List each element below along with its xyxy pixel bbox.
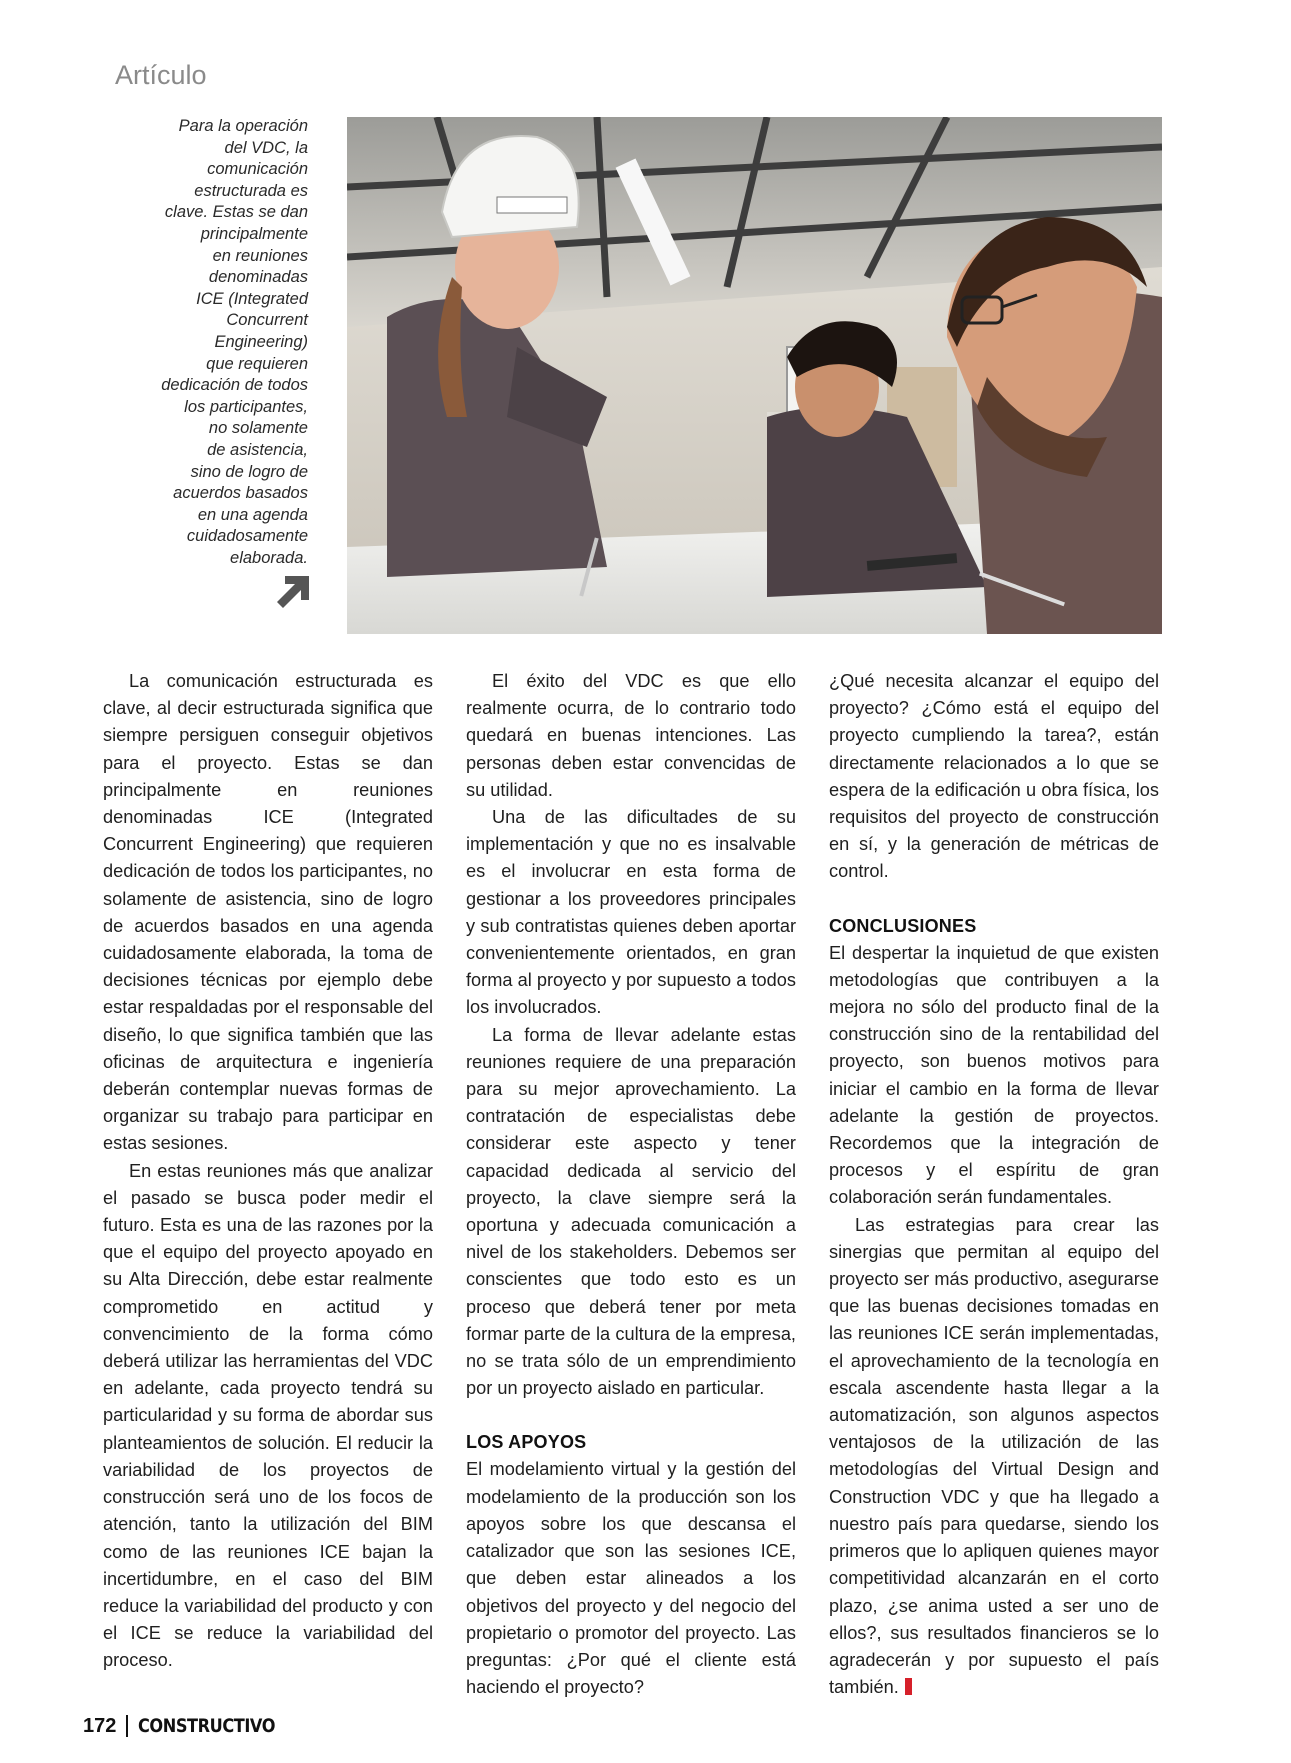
section-heading: LOS APOYOS [466,1432,587,1453]
paragraph: En estas reuniones más que analizar el pasado se busca poder medir el futuro. Esta es una de las razones por la que el equipo del proyecto apoyado en su Alta Dirección, debe estar realmente comprometido en actitud y convencimiento de la forma cómo deberá utilizar las herramientas del VDC en adelante, cada proyecto tendrá su particularidad y su forma de abordar sus planteamientos de solución. El reducir la variabilidad de los proyectos de construcción será uno de los focos de atención, tanto la utilización del BIM como de las reuniones ICE bajan la incertidumbre, en el caso del BIM reduce la variabilidad del producto y con el ICE se reduce la variabilidad del proceso. [103,1160,433,1671]
paragraph: Una de las dificultades de su implementación y que no es insalvable es el involucrar en esta forma de gestionar a los proveedores principales y sub contratistas quienes deben aportar convenientemente orientados, en gran forma al proyecto y por supuesto a todos los involucrados. [466,807,796,1018]
paragraph [829,1212,1159,1702]
section-heading: CONCLUSIONES [829,915,977,936]
article-column-1 [103,668,433,1675]
paragraph: El despertar la inquietud de que existen metodologías que contribuyen a la mejora no sólo del producto final de la construcción sino de la rentabilidad del proyecto, son buenos motivos para iniciar el cambio en la forma de llevar adelante la gestión de proyectos. Recordemos que la integración de procesos y el espíritu de gran colaboración serán fundamentales. [829,942,1159,1208]
paragraph-text: Las estrategias para crear las sinergias que permitan al equipo del proyecto ser más productivo, asegurarse que las buenas decisiones tomadas en las reuniones ICE serán implementadas, el aprovechamiento de la tecnología en escala ascendente hasta llegar a la automatización, son algunos aspectos ventajosos de la utilización de las metodologías del Virtual Design and Construction VDC y que ha llegado a nuestro país para quedarse, siendo los primeros que lo apliquen quienes mayor competitividad alcanzarán en el corto plazo, ¿se anima usted a ser uno de ellos?, sus resultados financieros se lo agradecerán y por supuesto el país también. [829,1214,1159,1698]
article-column-3 [829,668,1159,1701]
magazine-name: CONSTRUCTIVO [138,1715,276,1737]
paragraph: El modelamiento virtual y la gestión del modelamiento de la producción son los apoyos sobre los que descansa el catalizador que son las sesiones ICE, que deben estar alineados a los objetivos del proyecto y del negocio del propietario o promotor del proyecto. Las preguntas: ¿Por qué el cliente está haciendo el proyecto? [466,1459,796,1698]
paragraph: La forma de llevar adelante estas reuniones requiere de una preparación para su mejor aprovechamiento. La contratación de especialistas debe considerar este aspecto y tener capacidad dedicada al servicio del proyecto, la clave siempre será la oportuna y adecuada comunicación a nivel de los stakeholders. Debemos ser conscientes que todo esto es un proceso que deberá tener por meta formar parte de la cultura de la empresa, no se trata sólo de un emprendimiento por un proyecto aislado en particular. [466,1024,796,1399]
page-footer [83,1713,300,1739]
end-of-article-mark-icon [905,1678,912,1695]
article-column-2 [466,668,796,1701]
section-label: Artículo [115,60,207,90]
photo-caption: Para la operación del VDC, la comunicación estructurada es clave. Estas se dan principalmente en reuniones denominadas ICE (Integrated Concurrent Engineering) que requieren dedicación de todos los participantes, no solamente de asistencia, sino de logro de acuerdos basados en una agenda cuidadosamente elaborada. [161,117,308,567]
article-photo [347,117,1162,634]
arrow-up-right-icon [273,572,313,612]
paragraph: El éxito del VDC es que ello realmente ocurra, de lo contrario todo quedará en buenas intenciones. Las personas deben estar convencidas de su utilidad. [466,671,796,800]
page-number: 172 [83,1714,117,1737]
paragraph: La comunicación estructurada es clave, al decir estructurada significa que siempre persiguen conseguir objetivos para el proyecto. Estas se dan principalmente en reuniones denominadas ICE (Integrated Concurrent Engineering) que requieren dedicación de todos los participantes, no solamente de asistencia, sino de logro de acuerdos basados en una agenda cuidadosamente elaborada, la toma de decisiones técnicas por ejemplo debe estar respaldadas por el responsable del diseño, lo que significa también que las oficinas de arquitectura e ingeniería deberán contemplar nuevas formas de organizar su trabajo para participar en estas sesiones. [103,671,433,1154]
photo-construction-team-icon [347,117,1162,634]
paragraph: ¿Qué necesita alcanzar el equipo del proyecto? ¿Cómo está el equipo del proyecto cumpliendo la tarea?, están directamente relacionados a lo que se espera de la edificación u obra física, los requisitos del proyecto de construcción en sí, y la generación de métricas de control. [829,671,1159,882]
footer-divider [126,1715,128,1737]
